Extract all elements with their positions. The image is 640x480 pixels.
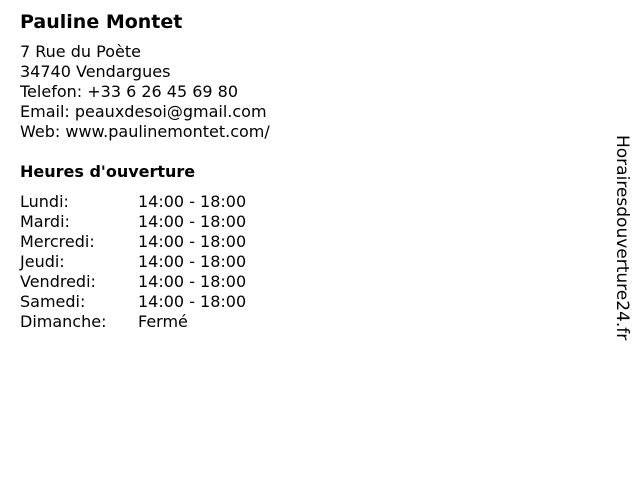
business-name: Pauline Montet <box>20 11 183 33</box>
day-label: Samedi: <box>20 292 86 311</box>
hours-row-monday <box>20 192 246 212</box>
address-block <box>20 42 580 142</box>
day-hours: 14:00 - 18:00 <box>138 252 247 271</box>
day-label: Dimanche: <box>20 312 107 331</box>
day-hours: 14:00 - 18:00 <box>138 212 247 231</box>
website-line: Web: www.paulinemontet.com/ <box>20 122 270 141</box>
hours-heading: Heures d'ouverture <box>20 162 196 181</box>
street-address: 7 Rue du Poète <box>20 42 141 61</box>
opening-hours-table <box>20 192 246 332</box>
hours-row-saturday <box>20 292 246 312</box>
hours-row-friday <box>20 272 246 292</box>
day-hours: 14:00 - 18:00 <box>138 292 247 311</box>
hours-row-thursday <box>20 252 246 272</box>
email-line: Email: peauxdesoi@gmail.com <box>20 102 267 121</box>
day-hours: 14:00 - 18:00 <box>138 272 247 291</box>
day-hours: 14:00 - 18:00 <box>138 192 247 211</box>
day-label: Lundi: <box>20 192 69 211</box>
day-label: Mercredi: <box>20 232 95 251</box>
day-label: Jeudi: <box>20 252 65 271</box>
day-label: Mardi: <box>20 212 70 231</box>
day-hours: Fermé <box>138 312 188 331</box>
hours-row-sunday <box>20 312 246 332</box>
site-watermark: Horairesdouverture24.fr <box>612 135 632 341</box>
city-postal: 34740 Vendargues <box>20 62 171 81</box>
hours-row-tuesday <box>20 212 246 232</box>
hours-row-wednesday <box>20 232 246 252</box>
day-label: Vendredi: <box>20 272 96 291</box>
day-hours: 14:00 - 18:00 <box>138 232 247 251</box>
business-card <box>20 10 580 332</box>
phone-line: Telefon: +33 6 26 45 69 80 <box>20 82 239 101</box>
